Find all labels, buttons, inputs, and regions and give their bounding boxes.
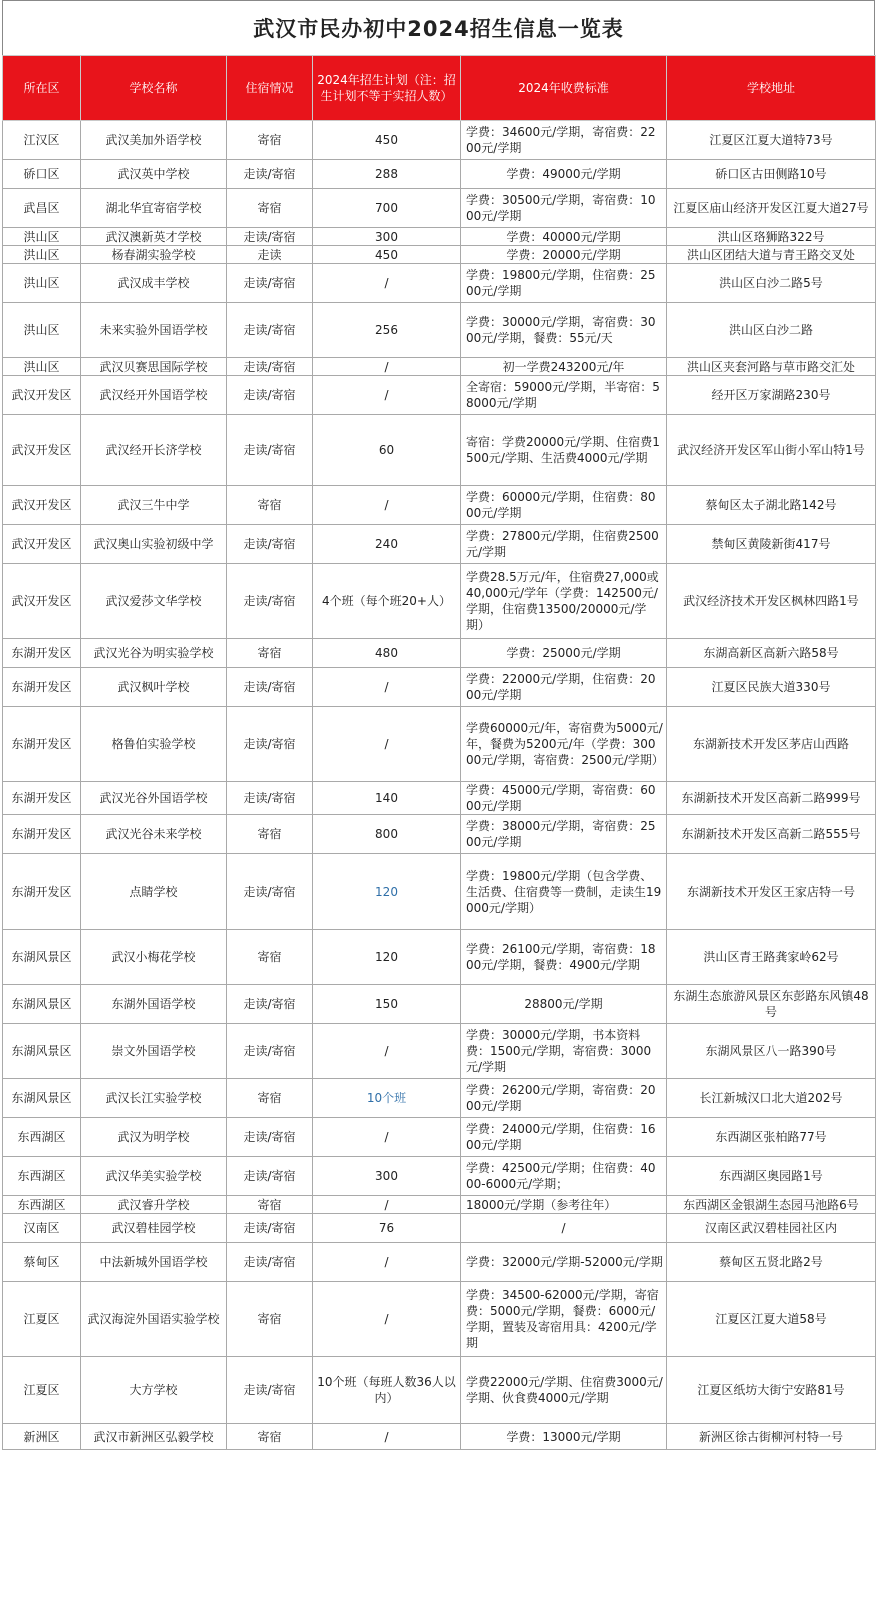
cell-district: 东湖开发区: [3, 639, 81, 668]
cell-boarding: 走读/寄宿: [227, 160, 313, 189]
cell-boarding: 走读/寄宿: [227, 303, 313, 358]
cell-enrollment-plan: 10个班（每班人数36人以内）: [313, 1357, 461, 1424]
cell-boarding: 走读/寄宿: [227, 1024, 313, 1079]
cell-district: 蔡甸区: [3, 1243, 81, 1282]
cell-fee: 学费：32000元/学期-52000元/学期: [461, 1243, 667, 1282]
cell-enrollment-plan: /: [313, 264, 461, 303]
cell-district: 武汉开发区: [3, 415, 81, 486]
cell-school-name: 武汉海淀外国语实验学校: [81, 1282, 227, 1357]
cell-boarding: 走读/寄宿: [227, 1357, 313, 1424]
cell-district: 东湖风景区: [3, 1024, 81, 1079]
cell-district: 东湖风景区: [3, 1079, 81, 1118]
cell-address: 东湖生态旅游风景区东彭路东风镇48号: [667, 985, 876, 1024]
cell-district: 洪山区: [3, 303, 81, 358]
header-row: [3, 56, 876, 121]
cell-enrollment-plan: /: [313, 668, 461, 707]
cell-enrollment-plan: 480: [313, 639, 461, 668]
cell-school-name: 武汉碧桂园学校: [81, 1214, 227, 1243]
cell-enrollment-plan: 450: [313, 121, 461, 160]
cell-district: 东西湖区: [3, 1157, 81, 1196]
cell-boarding: 走读/寄宿: [227, 985, 313, 1024]
table-row: [3, 854, 876, 930]
cell-enrollment-plan: 450: [313, 246, 461, 264]
cell-fee: /: [461, 1214, 667, 1243]
cell-boarding: 走读/寄宿: [227, 1243, 313, 1282]
table-row: [3, 1024, 876, 1079]
cell-fee: 学费：13000元/学期: [461, 1424, 667, 1450]
cell-address: 东湖风景区八一路390号: [667, 1024, 876, 1079]
cell-district: 江汉区: [3, 121, 81, 160]
cell-school-name: 武汉光谷为明实验学校: [81, 639, 227, 668]
cell-enrollment-plan: 256: [313, 303, 461, 358]
cell-address: 新洲区徐古街柳河村特一号: [667, 1424, 876, 1450]
cell-district: 武汉开发区: [3, 376, 81, 415]
cell-boarding: 走读/寄宿: [227, 564, 313, 639]
cell-address: 东湖新技术开发区王家店特一号: [667, 854, 876, 930]
cell-boarding: 寄宿: [227, 189, 313, 228]
cell-fee: 学费：49000元/学期: [461, 160, 667, 189]
cell-school-name: 武汉贝赛思国际学校: [81, 358, 227, 376]
cell-fee: 学费：30500元/学期，寄宿费：1000元/学期: [461, 189, 667, 228]
table-row: [3, 668, 876, 707]
cell-address: 东湖新技术开发区茅店山西路: [667, 707, 876, 782]
table-row: [3, 782, 876, 815]
cell-school-name: 武汉为明学校: [81, 1118, 227, 1157]
cell-enrollment-plan: 76: [313, 1214, 461, 1243]
table-row: [3, 1118, 876, 1157]
table-row: [3, 376, 876, 415]
cell-school-name: 武汉奥山实验初级中学: [81, 525, 227, 564]
table-row: [3, 303, 876, 358]
cell-enrollment-plan: /: [313, 1282, 461, 1357]
cell-district: 武昌区: [3, 189, 81, 228]
cell-school-name: 武汉市新洲区弘毅学校: [81, 1424, 227, 1450]
cell-address: 洪山区白沙二路5号: [667, 264, 876, 303]
cell-address: 硚口区古田侧路10号: [667, 160, 876, 189]
cell-boarding: 走读/寄宿: [227, 376, 313, 415]
cell-boarding: 走读/寄宿: [227, 854, 313, 930]
cell-fee: 学费：42500元/学期；住宿费：4000-6000元/学期；: [461, 1157, 667, 1196]
cell-school-name: 杨春湖实验学校: [81, 246, 227, 264]
table-row: [3, 1357, 876, 1424]
cell-address: 蔡甸区太子湖北路142号: [667, 486, 876, 525]
cell-boarding: 寄宿: [227, 486, 313, 525]
cell-district: 东湖开发区: [3, 707, 81, 782]
cell-enrollment-plan: 288: [313, 160, 461, 189]
table-row: [3, 415, 876, 486]
cell-enrollment-plan: 150: [313, 985, 461, 1024]
cell-boarding: 走读/寄宿: [227, 1118, 313, 1157]
cell-fee: 学费：26100元/学期，寄宿费：1800元/学期，餐费：4900元/学期: [461, 930, 667, 985]
enrollment-table: [2, 55, 876, 1450]
table-row: [3, 246, 876, 264]
header-boarding: 住宿情况: [227, 56, 313, 121]
cell-boarding: 走读/寄宿: [227, 1214, 313, 1243]
cell-enrollment-plan: /: [313, 1024, 461, 1079]
table-row: [3, 264, 876, 303]
cell-enrollment-plan: 120: [313, 854, 461, 930]
cell-fee: 学费：45000元/学期，寄宿费：6000元/学期: [461, 782, 667, 815]
cell-boarding: 走读/寄宿: [227, 228, 313, 246]
table-row: [3, 707, 876, 782]
cell-fee: 初一学费243200元/年: [461, 358, 667, 376]
cell-address: 经开区万家湖路230号: [667, 376, 876, 415]
cell-district: 洪山区: [3, 264, 81, 303]
cell-boarding: 走读/寄宿: [227, 1157, 313, 1196]
cell-district: 东西湖区: [3, 1118, 81, 1157]
header-fee-standard: 2024年收费标准: [461, 56, 667, 121]
cell-school-name: 武汉光谷外国语学校: [81, 782, 227, 815]
cell-school-name: 武汉经开外国语学校: [81, 376, 227, 415]
cell-district: 新洲区: [3, 1424, 81, 1450]
cell-enrollment-plan: /: [313, 358, 461, 376]
cell-address: 江夏区江夏大道特73号: [667, 121, 876, 160]
header-school-name: 学校名称: [81, 56, 227, 121]
cell-address: 洪山区珞狮路322号: [667, 228, 876, 246]
table-row: [3, 564, 876, 639]
cell-fee: 学费：34600元/学期，寄宿费：2200元/学期: [461, 121, 667, 160]
cell-fee: 18000元/学期（参考往年）: [461, 1196, 667, 1214]
cell-school-name: 崇文外国语学校: [81, 1024, 227, 1079]
cell-enrollment-plan: 800: [313, 815, 461, 854]
table-row: [3, 358, 876, 376]
cell-district: 武汉开发区: [3, 564, 81, 639]
sheet-title: 武汉市民办初中2024招生信息一览表: [2, 0, 875, 55]
cell-address: 江夏区江夏大道58号: [667, 1282, 876, 1357]
table-row: [3, 1196, 876, 1214]
table-row: [3, 121, 876, 160]
cell-school-name: 武汉经开长济学校: [81, 415, 227, 486]
cell-address: 江夏区纸坊大街宁安路81号: [667, 1357, 876, 1424]
table-row: [3, 160, 876, 189]
cell-boarding: 寄宿: [227, 1079, 313, 1118]
cell-enrollment-plan: 240: [313, 525, 461, 564]
cell-enrollment-plan: /: [313, 376, 461, 415]
cell-school-name: 湖北华宜寄宿学校: [81, 189, 227, 228]
cell-boarding: 寄宿: [227, 930, 313, 985]
table-row: [3, 1079, 876, 1118]
table-row: [3, 228, 876, 246]
cell-fee: 学费：27800元/学期，住宿费2500元/学期: [461, 525, 667, 564]
cell-fee: 学费60000元/年，寄宿费为5000元/年，餐费为5200元/年（学费：30000元/学期，寄宿费：2500元/学期）: [461, 707, 667, 782]
cell-district: 硚口区: [3, 160, 81, 189]
cell-school-name: 武汉爱莎文华学校: [81, 564, 227, 639]
cell-district: 东湖开发区: [3, 668, 81, 707]
cell-enrollment-plan: /: [313, 486, 461, 525]
cell-school-name: 武汉小梅花学校: [81, 930, 227, 985]
cell-district: 东西湖区: [3, 1196, 81, 1214]
cell-fee: 学费：25000元/学期: [461, 639, 667, 668]
table-row: [3, 1424, 876, 1450]
cell-school-name: 武汉华美实验学校: [81, 1157, 227, 1196]
cell-fee: 学费：30000元/学期，书本资料费：1500元/学期，寄宿费：3000元/学期: [461, 1024, 667, 1079]
cell-boarding: 寄宿: [227, 1424, 313, 1450]
cell-boarding: 走读/寄宿: [227, 415, 313, 486]
header-enrollment-plan: 2024年招生计划（注：招生计划不等于实招人数）: [313, 56, 461, 121]
cell-school-name: 武汉枫叶学校: [81, 668, 227, 707]
cell-enrollment-plan: 60: [313, 415, 461, 486]
cell-district: 江夏区: [3, 1357, 81, 1424]
cell-school-name: 武汉光谷未来学校: [81, 815, 227, 854]
cell-school-name: 东湖外国语学校: [81, 985, 227, 1024]
cell-district: 洪山区: [3, 246, 81, 264]
table-row: [3, 189, 876, 228]
cell-enrollment-plan: /: [313, 1243, 461, 1282]
table-row: [3, 985, 876, 1024]
cell-district: 武汉开发区: [3, 525, 81, 564]
cell-address: 江夏区民族大道330号: [667, 668, 876, 707]
cell-school-name: 武汉长江实验学校: [81, 1079, 227, 1118]
cell-fee: 学费：22000元/学期，住宿费：2000元/学期: [461, 668, 667, 707]
cell-boarding: 寄宿: [227, 1282, 313, 1357]
table-row: [3, 815, 876, 854]
table-row: [3, 930, 876, 985]
cell-address: 洪山区白沙二路: [667, 303, 876, 358]
cell-school-name: 武汉英中学校: [81, 160, 227, 189]
cell-fee: 学费：20000元/学期: [461, 246, 667, 264]
cell-district: 东湖开发区: [3, 782, 81, 815]
cell-district: 东湖开发区: [3, 815, 81, 854]
cell-fee: 全寄宿：59000元/学期，半寄宿：58000元/学期: [461, 376, 667, 415]
cell-district: 洪山区: [3, 228, 81, 246]
header-district: 所在区: [3, 56, 81, 121]
cell-address: 武汉经济开发区军山街小军山特1号: [667, 415, 876, 486]
cell-school-name: 点睛学校: [81, 854, 227, 930]
cell-fee: 学费：24000元/学期，住宿费：1600元/学期: [461, 1118, 667, 1157]
cell-fee: 学费：60000元/学期，住宿费：8000元/学期: [461, 486, 667, 525]
cell-enrollment-plan: 120: [313, 930, 461, 985]
cell-school-name: 中法新城外国语学校: [81, 1243, 227, 1282]
cell-address: 蔡甸区五贤北路2号: [667, 1243, 876, 1282]
cell-fee: 学费22000元/学期、住宿费3000元/学期、伙食费4000元/学期: [461, 1357, 667, 1424]
cell-address: 东西湖区奥园路1号: [667, 1157, 876, 1196]
cell-boarding: 走读/寄宿: [227, 668, 313, 707]
cell-boarding: 走读/寄宿: [227, 707, 313, 782]
cell-district: 汉南区: [3, 1214, 81, 1243]
cell-school-name: 未来实验外国语学校: [81, 303, 227, 358]
cell-fee: 学费28.5万元/年，住宿费27,000或40,000元/学年（学费：142500元/学期，住宿费13500/20000元/学期）: [461, 564, 667, 639]
cell-district: 东湖风景区: [3, 985, 81, 1024]
table-row: [3, 1214, 876, 1243]
cell-boarding: 寄宿: [227, 639, 313, 668]
cell-boarding: 走读: [227, 246, 313, 264]
cell-boarding: 走读/寄宿: [227, 525, 313, 564]
cell-address: 汉南区武汉碧桂园社区内: [667, 1214, 876, 1243]
cell-fee: 寄宿：学费20000元/学期、住宿费1500元/学期、生活费4000元/学期: [461, 415, 667, 486]
cell-address: 东西湖区张柏路77号: [667, 1118, 876, 1157]
cell-fee: 学费：26200元/学期，寄宿费：2000元/学期: [461, 1079, 667, 1118]
cell-address: 洪山区团结大道与青王路交叉处: [667, 246, 876, 264]
cell-address: 洪山区青王路龚家岭62号: [667, 930, 876, 985]
cell-district: 江夏区: [3, 1282, 81, 1357]
cell-enrollment-plan: /: [313, 1118, 461, 1157]
cell-address: 洪山区夹套河路与草市路交汇处: [667, 358, 876, 376]
cell-fee: 学费：19800元/学期（包含学费、生活费、住宿费等一费制，走读生19000元/学期）: [461, 854, 667, 930]
table-row: [3, 639, 876, 668]
cell-enrollment-plan: /: [313, 707, 461, 782]
cell-address: 江夏区庙山经济开发区江夏大道27号: [667, 189, 876, 228]
cell-fee: 学费：40000元/学期: [461, 228, 667, 246]
cell-enrollment-plan: 700: [313, 189, 461, 228]
cell-district: 武汉开发区: [3, 486, 81, 525]
table-row: [3, 1243, 876, 1282]
cell-boarding: 走读/寄宿: [227, 782, 313, 815]
cell-boarding: 走读/寄宿: [227, 264, 313, 303]
cell-address: 东湖新技术开发区高新二路999号: [667, 782, 876, 815]
table-row: [3, 1282, 876, 1357]
cell-enrollment-plan: 300: [313, 1157, 461, 1196]
cell-address: 武汉经济技术开发区枫林四路1号: [667, 564, 876, 639]
cell-fee: 学费：30000元/学期，寄宿费：3000元/学期，餐费：55元/天: [461, 303, 667, 358]
cell-enrollment-plan: 4个班（每个班20+人）: [313, 564, 461, 639]
cell-address: 东湖新技术开发区高新二路555号: [667, 815, 876, 854]
cell-school-name: 武汉澳新英才学校: [81, 228, 227, 246]
cell-enrollment-plan: /: [313, 1196, 461, 1214]
table-row: [3, 486, 876, 525]
cell-school-name: 武汉三牛中学: [81, 486, 227, 525]
cell-address: 东西湖区金银湖生态园马池路6号: [667, 1196, 876, 1214]
table-row: [3, 1157, 876, 1196]
cell-fee: 学费：34500-62000元/学期，寄宿费：5000元/学期，餐费：6000元/学期，置装及寄宿用具：4200元/学期: [461, 1282, 667, 1357]
cell-address: 长江新城汉口北大道202号: [667, 1079, 876, 1118]
cell-school-name: 格鲁伯实验学校: [81, 707, 227, 782]
cell-district: 洪山区: [3, 358, 81, 376]
enrollment-sheet: [2, 0, 875, 1450]
cell-enrollment-plan: /: [313, 1424, 461, 1450]
cell-boarding: 寄宿: [227, 121, 313, 160]
header-address: 学校地址: [667, 56, 876, 121]
cell-boarding: 寄宿: [227, 815, 313, 854]
cell-district: 东湖开发区: [3, 854, 81, 930]
cell-address: 东湖高新区高新六路58号: [667, 639, 876, 668]
cell-school-name: 武汉睿升学校: [81, 1196, 227, 1214]
cell-district: 东湖风景区: [3, 930, 81, 985]
cell-school-name: 大方学校: [81, 1357, 227, 1424]
table-row: [3, 525, 876, 564]
cell-school-name: 武汉美加外语学校: [81, 121, 227, 160]
cell-enrollment-plan: 10个班: [313, 1079, 461, 1118]
cell-school-name: 武汉成丰学校: [81, 264, 227, 303]
cell-fee: 学费：38000元/学期，寄宿费：2500元/学期: [461, 815, 667, 854]
cell-fee: 学费：19800元/学期，住宿费：2500元/学期: [461, 264, 667, 303]
cell-boarding: 寄宿: [227, 1196, 313, 1214]
cell-boarding: 走读/寄宿: [227, 358, 313, 376]
cell-enrollment-plan: 140: [313, 782, 461, 815]
cell-fee: 28800元/学期: [461, 985, 667, 1024]
cell-enrollment-plan: 300: [313, 228, 461, 246]
cell-address: 禁甸区黄陵新街417号: [667, 525, 876, 564]
